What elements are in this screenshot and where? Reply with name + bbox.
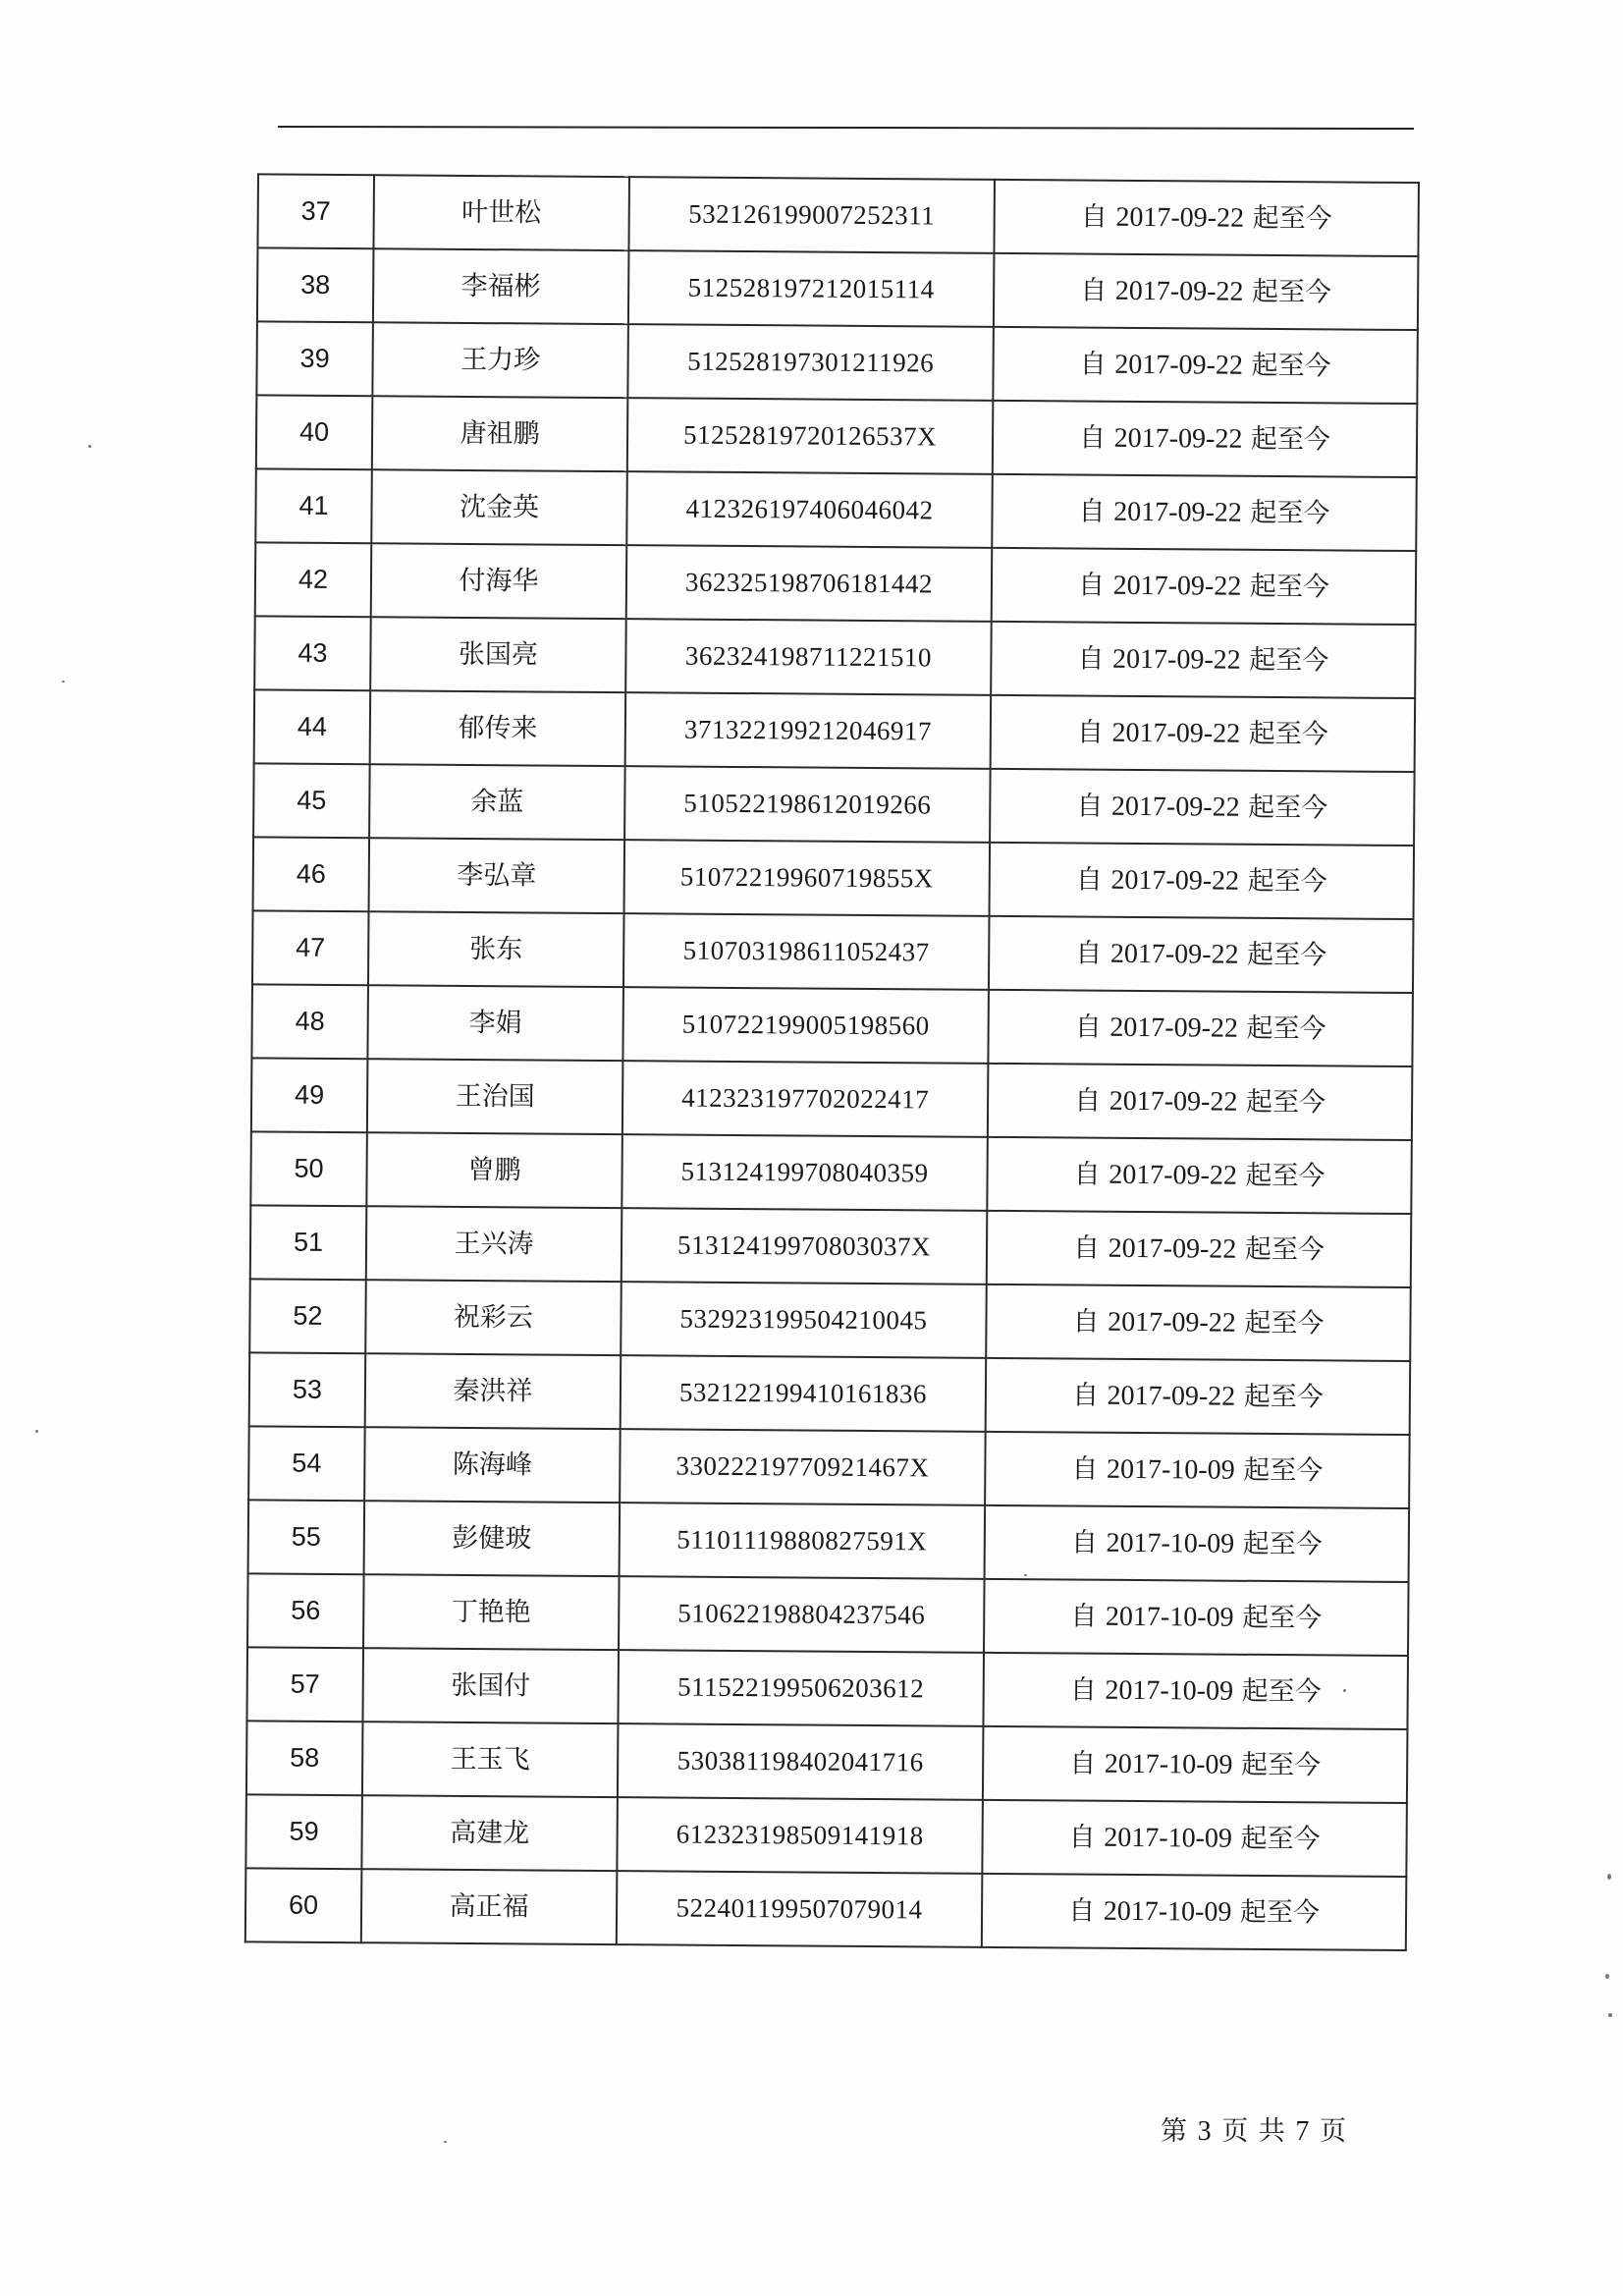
row-number: [256, 321, 373, 396]
row-number: [251, 1058, 368, 1132]
row-period-date: 2017-10-09: [1106, 1527, 1235, 1559]
row-period: [986, 1285, 1411, 1361]
row-name: [368, 911, 624, 987]
row-period-date: 2017-09-22: [1114, 275, 1244, 307]
row-number: [254, 616, 371, 690]
scan-speck: [1343, 1689, 1346, 1692]
row-name-name: 余蓝: [470, 786, 524, 818]
row-id-number: [626, 471, 993, 548]
row-id-number-id: 512528197212015114: [687, 272, 935, 304]
row-number-no: 60: [288, 1889, 319, 1920]
scan-speck: [1605, 1974, 1609, 1979]
row-name: [372, 396, 628, 471]
header-rule: [278, 126, 1414, 130]
row-period: [990, 843, 1415, 919]
row-id-number: [622, 1061, 989, 1137]
row-id-number: [624, 840, 991, 916]
row-period-date: 2017-09-22: [1108, 1306, 1236, 1339]
row-period-period-prefix: 自: [1079, 422, 1107, 454]
row-period-period-suffix: 起至今: [1244, 1307, 1325, 1339]
row-id-number-id: 512528197301211926: [687, 346, 935, 378]
row-id-number: [622, 987, 989, 1064]
row-number: [246, 1721, 363, 1795]
table-row: [257, 174, 1419, 256]
row-number: [252, 910, 369, 985]
row-name: [370, 690, 626, 766]
row-number: [255, 542, 372, 617]
row-period-period-suffix: 起至今: [1240, 1823, 1321, 1854]
table-row: [252, 910, 1414, 993]
row-id-number-id: 510622198804237546: [677, 1598, 926, 1630]
row-id-number: [620, 1429, 986, 1505]
row-period-period-suffix: 起至今: [1245, 1160, 1325, 1191]
table-row: [246, 1721, 1408, 1803]
row-name: [367, 1059, 623, 1134]
row-id-number-id: 362325198706181442: [684, 567, 934, 599]
row-number-no: 56: [291, 1595, 321, 1625]
row-number: [251, 984, 368, 1059]
row-period-period-suffix: 起至今: [1249, 571, 1330, 602]
row-period: [982, 1800, 1407, 1877]
row-period-period-suffix: 起至今: [1250, 423, 1331, 455]
row-period-period-suffix: 起至今: [1244, 1233, 1325, 1265]
row-number: [250, 1205, 367, 1280]
row-id-number-id: 530381198402041716: [676, 1745, 924, 1777]
row-period-date: 2017-09-22: [1109, 1085, 1238, 1118]
row-name-name: 王治国: [455, 1080, 535, 1113]
row-name: [371, 469, 627, 545]
row-id-number-id: 510722199005198560: [681, 1009, 930, 1041]
row-period: [991, 622, 1416, 698]
row-period-period-prefix: 自: [1069, 1673, 1097, 1706]
row-name: [362, 1722, 619, 1797]
row-period: [985, 1432, 1410, 1508]
row-number-no: 51: [293, 1227, 324, 1257]
row-period-period-suffix: 起至今: [1241, 1675, 1322, 1707]
scan-speck: [1607, 1874, 1611, 1880]
row-period-period-prefix: 自: [1079, 349, 1107, 380]
table-row: [251, 1058, 1413, 1140]
row-period-date: 2017-09-22: [1115, 201, 1245, 234]
row-name-name: 李弘章: [457, 859, 537, 892]
row-name: [373, 175, 629, 250]
row-period: [994, 180, 1419, 256]
row-id-number: [617, 1797, 983, 1874]
row-name-name: 唐祖鹏: [460, 417, 540, 450]
table-row: [250, 1205, 1412, 1287]
row-period-period-suffix: 起至今: [1243, 1381, 1324, 1412]
row-period-period-prefix: 自: [1071, 1452, 1099, 1485]
row-period-period-suffix: 起至今: [1239, 1896, 1321, 1928]
scan-speck: [62, 681, 65, 683]
row-period-period-prefix: 自: [1080, 201, 1108, 233]
row-period-period-prefix: 自: [1073, 1159, 1101, 1190]
row-id-number-id: 371322199212046917: [683, 714, 932, 746]
row-id-number: [626, 545, 993, 622]
scan-speck: [444, 2141, 447, 2143]
row-id-number-id: 412326197406046042: [685, 493, 934, 525]
row-number: [257, 174, 374, 248]
row-period-period-suffix: 起至今: [1251, 276, 1332, 307]
row-name: [362, 1648, 619, 1723]
table-row: [251, 984, 1413, 1066]
row-id-number: [625, 619, 992, 695]
row-id-number-id: 412323197702022417: [681, 1082, 930, 1115]
row-name-name: 丁艳艳: [451, 1596, 531, 1628]
table-row: [253, 837, 1415, 919]
row-id-number: [621, 1282, 987, 1358]
row-period-period-suffix: 起至今: [1252, 202, 1332, 234]
row-name: [365, 1353, 622, 1429]
page-number-prefix: 第: [1161, 2116, 1188, 2147]
row-name: [372, 322, 628, 398]
row-period: [987, 1137, 1412, 1214]
row-number-no: 39: [299, 343, 330, 373]
row-id-number: [618, 1650, 984, 1726]
row-period-period-prefix: 自: [1068, 1894, 1096, 1927]
row-number-no: 52: [293, 1300, 323, 1331]
row-name: [370, 617, 626, 692]
row-id-number-id: 51312419970803037X: [676, 1230, 932, 1262]
scan-speck: [1024, 1574, 1027, 1576]
table-row: [257, 247, 1419, 330]
row-id-number: [619, 1576, 985, 1653]
row-period-date: 2017-09-22: [1113, 496, 1242, 528]
row-period-period-prefix: 自: [1069, 1747, 1097, 1779]
row-period-date: 2017-09-22: [1109, 938, 1239, 970]
row-name: [371, 543, 627, 619]
row-number-no: 58: [290, 1742, 320, 1773]
row-number: [245, 1868, 362, 1942]
row-name-name: 高建龙: [450, 1817, 530, 1849]
row-period-period-suffix: 起至今: [1242, 1602, 1323, 1633]
row-id-number: [621, 1355, 987, 1432]
row-number: [249, 1352, 366, 1427]
row-id-number-id: 511522199506203612: [677, 1671, 925, 1704]
row-number-no: 49: [295, 1079, 325, 1110]
row-id-number-id: 51072219960719855X: [679, 861, 934, 894]
row-period-date: 2017-09-22: [1109, 1011, 1239, 1044]
row-name-name: 高正福: [449, 1890, 529, 1923]
row-id-number: [618, 1723, 984, 1800]
row-number-no: 41: [298, 490, 329, 520]
row-period: [984, 1579, 1409, 1656]
row-number-no: 44: [297, 711, 328, 741]
roster-table: [244, 173, 1420, 1951]
table-row: [245, 1868, 1407, 1950]
row-period-date: 2017-09-22: [1110, 791, 1240, 823]
row-name-name: 沈金英: [459, 491, 540, 523]
row-period-period-prefix: 自: [1072, 1232, 1101, 1264]
row-period-date: 2017-09-22: [1107, 1380, 1236, 1412]
row-id-number: [625, 692, 992, 769]
row-id-number-id: 51101119880827591X: [676, 1524, 928, 1557]
row-id-number-id: 513124199708040359: [680, 1156, 929, 1188]
row-period-period-suffix: 起至今: [1248, 718, 1328, 749]
table-row: [254, 616, 1416, 698]
row-id-number: [627, 398, 994, 474]
row-name-name: 张国亮: [458, 638, 539, 671]
row-number-no: 59: [289, 1816, 319, 1846]
row-period-period-suffix: 起至今: [1240, 1749, 1322, 1780]
row-number: [256, 395, 373, 469]
row-period-period-prefix: 自: [1077, 570, 1106, 601]
row-name: [366, 1132, 622, 1208]
row-id-number-id: 362324198711221510: [684, 640, 933, 673]
row-name-name: 郁传来: [458, 712, 538, 744]
row-id-number-id: 51252819720126537X: [682, 419, 938, 452]
row-name: [366, 1206, 622, 1282]
row-name: [361, 1795, 618, 1871]
row-name: [369, 764, 625, 840]
row-period-date: 2017-09-22: [1108, 1232, 1237, 1265]
row-name-name: 张东: [469, 933, 523, 965]
row-number-no: 40: [298, 416, 330, 447]
row-period-period-prefix: 自: [1071, 1379, 1100, 1411]
row-period: [987, 1211, 1412, 1287]
row-period-period-prefix: 自: [1070, 1600, 1098, 1632]
row-period: [991, 695, 1416, 772]
row-period: [983, 1726, 1408, 1803]
table-row: [256, 321, 1418, 404]
row-period-period-suffix: 起至今: [1245, 1086, 1326, 1118]
row-number: [248, 1500, 365, 1574]
row-period-period-prefix: 自: [1074, 1011, 1102, 1043]
row-period-period-suffix: 起至今: [1249, 644, 1329, 676]
row-id-number-id: 510703198611052437: [682, 935, 930, 967]
row-period-date: 2017-09-22: [1111, 717, 1241, 749]
scan-speck: [35, 1430, 38, 1433]
row-number-no: 50: [294, 1153, 324, 1183]
row-period-period-prefix: 自: [1072, 1305, 1100, 1338]
row-period-date: 2017-10-09: [1105, 1674, 1234, 1707]
row-name: [364, 1501, 621, 1576]
row-period-period-suffix: 起至今: [1248, 792, 1328, 823]
row-period-period-suffix: 起至今: [1247, 939, 1327, 970]
row-id-number: [628, 250, 995, 327]
row-name-name: 李福彬: [460, 270, 541, 302]
row-number: [255, 468, 372, 543]
row-name-name: 曾鹏: [467, 1154, 521, 1186]
table-row: [246, 1647, 1408, 1729]
row-period: [992, 474, 1417, 551]
row-id-number-id: 522401199507079014: [676, 1892, 923, 1925]
row-period: [990, 769, 1415, 846]
row-period: [988, 1064, 1413, 1140]
row-period: [986, 1358, 1411, 1435]
row-name-name: 祝彩云: [453, 1301, 534, 1334]
row-period-period-prefix: 自: [1068, 1821, 1096, 1853]
row-period-period-suffix: 起至今: [1246, 1012, 1326, 1044]
row-id-number: [624, 766, 991, 843]
row-number: [245, 1794, 362, 1869]
row-period-period-prefix: 自: [1070, 1526, 1099, 1558]
row-number: [257, 247, 374, 322]
row-period-date: 2017-09-22: [1113, 422, 1243, 455]
row-name-name: 陈海峰: [452, 1449, 533, 1481]
table-row: [255, 468, 1417, 551]
roster-table-body: [245, 174, 1419, 1950]
row-number-no: 42: [298, 564, 329, 594]
row-name-name: 王玉飞: [450, 1743, 530, 1776]
row-period-period-prefix: 自: [1074, 1085, 1102, 1117]
table-row: [248, 1426, 1410, 1508]
row-id-number-id: 612323198509141918: [676, 1819, 924, 1851]
row-period-period-prefix: 自: [1075, 864, 1103, 896]
table-row: [249, 1279, 1411, 1361]
row-number: [254, 689, 371, 764]
row-name: [365, 1280, 622, 1355]
row-period: [993, 401, 1418, 477]
row-period-date: 2017-09-22: [1112, 570, 1242, 602]
row-period-period-prefix: 自: [1080, 275, 1108, 306]
row-period-date: 2017-10-09: [1104, 1748, 1233, 1780]
row-period: [982, 1874, 1407, 1950]
row-number-no: 46: [296, 858, 326, 889]
table-row: [253, 763, 1415, 846]
row-name: [367, 985, 623, 1061]
row-number: [253, 763, 370, 838]
row-number: [246, 1647, 363, 1722]
row-number-no: 48: [295, 1006, 325, 1036]
row-number: [249, 1279, 366, 1353]
row-name-name: 付海华: [459, 565, 539, 597]
row-number-no: 43: [298, 637, 328, 668]
row-period: [989, 916, 1414, 993]
scan-speck: [1608, 2013, 1612, 2017]
row-number-no: 37: [300, 195, 331, 226]
row-period: [985, 1505, 1410, 1582]
row-period-period-prefix: 自: [1076, 791, 1104, 822]
row-number-no: 47: [296, 932, 326, 962]
row-period: [994, 253, 1419, 330]
page-number-total: 7: [1295, 2116, 1311, 2147]
row-period-date: 2017-09-22: [1110, 864, 1240, 897]
row-period-period-suffix: 起至今: [1247, 865, 1327, 897]
row-name: [361, 1869, 618, 1944]
row-period-period-prefix: 自: [1077, 643, 1105, 675]
row-number-no: 38: [300, 269, 331, 300]
row-period-date: 2017-10-09: [1106, 1453, 1235, 1486]
row-period: [988, 990, 1413, 1066]
roster-table-wrapper: [244, 173, 1412, 1951]
row-period-period-suffix: 起至今: [1250, 497, 1330, 528]
row-period-period-suffix: 起至今: [1243, 1454, 1324, 1486]
table-row: [247, 1573, 1409, 1656]
row-id-number-id: 532923199504210045: [679, 1303, 928, 1336]
row-id-number: [620, 1503, 986, 1579]
row-period-period-suffix: 起至今: [1251, 350, 1331, 381]
row-id-number: [622, 1208, 988, 1285]
row-id-number-id: 532122199410161836: [678, 1377, 928, 1409]
row-period-period-prefix: 自: [1078, 496, 1106, 527]
row-id-number-id: 510522198612019266: [683, 788, 932, 820]
page-number-current: 3: [1197, 2116, 1213, 2147]
table-row: [249, 1352, 1411, 1435]
row-id-number: [623, 913, 990, 990]
scan-speck: [88, 445, 91, 448]
row-period-date: 2017-09-22: [1111, 643, 1241, 676]
table-row: [254, 689, 1416, 772]
row-period-date: 2017-09-22: [1114, 349, 1244, 381]
row-name: [364, 1427, 621, 1503]
table-row: [250, 1131, 1412, 1214]
page-number: [1161, 2109, 1347, 2148]
row-id-number-id: 532126199007252311: [688, 198, 936, 231]
row-number: [247, 1573, 364, 1648]
page-number-mid: 页 共: [1221, 2116, 1286, 2147]
row-id-number-id: 33022219770921467X: [676, 1450, 930, 1483]
row-name-name: 叶世松: [461, 196, 542, 229]
row-number-no: 45: [297, 785, 327, 815]
row-id-number: [628, 177, 995, 253]
row-number-no: 54: [292, 1448, 322, 1478]
table-row: [248, 1500, 1410, 1582]
row-name-name: 李娟: [468, 1007, 522, 1039]
page-number-suffix: 页: [1319, 2116, 1347, 2147]
row-name-name: 王兴涛: [454, 1228, 534, 1260]
table-row: [256, 395, 1418, 477]
row-number-no: 53: [292, 1374, 323, 1404]
row-id-number: [617, 1871, 983, 1947]
row-period: [992, 548, 1417, 625]
row-name: [369, 838, 625, 913]
row-number: [250, 1131, 367, 1206]
row-period: [993, 327, 1418, 404]
row-name-name: 张国付: [451, 1669, 531, 1702]
row-number: [248, 1426, 365, 1501]
row-name-name: 王力珍: [460, 344, 541, 376]
row-id-number: [622, 1134, 988, 1211]
row-number: [253, 837, 370, 911]
row-period-date: 2017-10-09: [1103, 1895, 1232, 1928]
row-period-date: 2017-10-09: [1105, 1601, 1234, 1633]
row-period-period-suffix: 起至今: [1242, 1528, 1323, 1559]
table-row: [245, 1794, 1407, 1877]
row-id-number: [627, 324, 994, 401]
row-name: [363, 1574, 620, 1650]
row-number-no: 55: [291, 1521, 321, 1552]
row-period-period-prefix: 自: [1076, 717, 1105, 748]
row-name-name: 秦洪祥: [453, 1375, 533, 1407]
row-name: [373, 248, 629, 324]
table-row: [255, 542, 1417, 625]
row-period-date: 2017-10-09: [1104, 1822, 1233, 1854]
row-name-name: 彭健玻: [452, 1522, 532, 1555]
row-number-no: 57: [290, 1668, 320, 1699]
row-period-date: 2017-09-22: [1109, 1159, 1238, 1191]
row-period-period-prefix: 自: [1075, 938, 1103, 969]
